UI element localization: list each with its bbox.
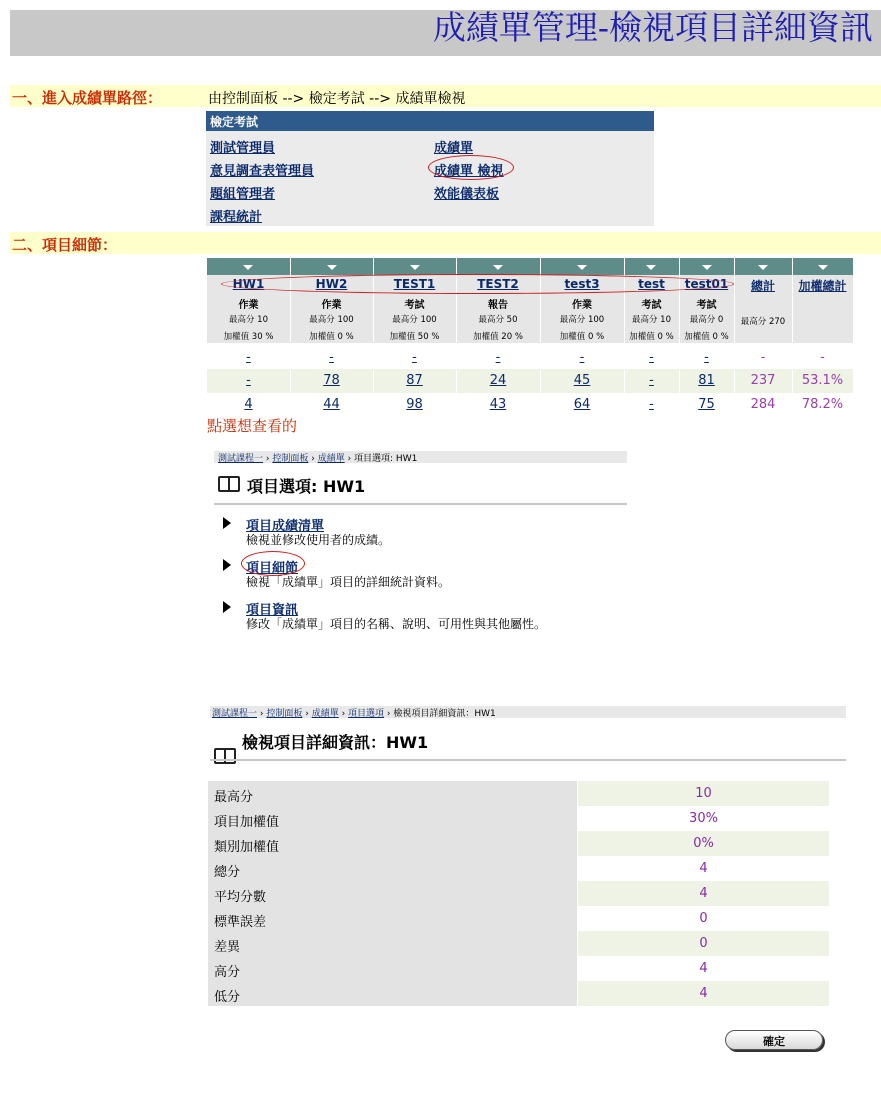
breadcrumb-control-panel[interactable]: 控制面板 bbox=[266, 709, 303, 719]
grade-cell[interactable]: 64 bbox=[573, 397, 591, 412]
detail-label: 項目加權值 bbox=[208, 806, 577, 831]
grade-cell: 53.1% bbox=[801, 373, 844, 388]
column-type: 考試 bbox=[404, 300, 425, 311]
column-type: 考試 bbox=[696, 300, 717, 311]
detail-row bbox=[208, 856, 829, 881]
detail-row bbox=[208, 806, 829, 831]
column-max: 最高分 10 bbox=[631, 315, 672, 325]
column-type: 報告 bbox=[488, 300, 508, 311]
option-item-info[interactable]: 項目資訊 bbox=[246, 603, 299, 618]
grade-cell[interactable]: - bbox=[579, 350, 585, 365]
highlight-circle-columns bbox=[221, 274, 734, 294]
breadcrumb-gradebook[interactable]: 成績單 bbox=[317, 454, 345, 464]
link-gradebook-view[interactable]: 成績單 檢視 bbox=[434, 164, 504, 179]
grade-cell[interactable]: 78 bbox=[323, 373, 340, 388]
detail-label: 總分 bbox=[208, 856, 577, 881]
option-desc: 檢視「成績單」項目的詳細統計資料。 bbox=[246, 575, 451, 589]
column-weight: 加權值 0 % bbox=[309, 332, 354, 342]
breadcrumb-item-options[interactable]: 項目選項 bbox=[348, 709, 385, 719]
breadcrumb: 測試課程一 › 控制面板 › 成績單 › 項目選項: HW1 bbox=[218, 454, 418, 464]
sort-arrow-icon[interactable] bbox=[327, 265, 337, 270]
grade-cell[interactable]: 44 bbox=[323, 397, 340, 412]
link-pool-manager[interactable]: 題組管理者 bbox=[210, 187, 276, 202]
column-weight: 加權值 20 % bbox=[473, 332, 523, 342]
divider bbox=[210, 759, 846, 761]
detail-label: 最高分 bbox=[208, 781, 577, 806]
column-header-hw2[interactable]: HW2 bbox=[315, 277, 348, 291]
column-max: 最高分 100 bbox=[309, 315, 354, 325]
option-desc: 修改「成績單」項目的名稱、說明、可用性與其他屬性。 bbox=[246, 617, 547, 631]
ok-button[interactable]: 確定 bbox=[725, 1030, 823, 1050]
sort-arrow-icon[interactable] bbox=[646, 265, 656, 270]
item-detail-title: 檢視項目詳細資訊：HW1 bbox=[242, 733, 429, 752]
column-header-test3[interactable]: test3 bbox=[564, 277, 600, 291]
detail-row bbox=[208, 981, 829, 1006]
column-header-weighted-total[interactable]: 加權總計 bbox=[798, 279, 847, 293]
detail-row bbox=[208, 781, 829, 806]
detail-label: 差異 bbox=[208, 931, 577, 956]
column-weight: 加權值 0 % bbox=[559, 332, 605, 342]
column-max: 最高分 100 bbox=[559, 315, 605, 325]
detail-row bbox=[208, 956, 829, 981]
sort-arrow-icon[interactable] bbox=[243, 265, 253, 270]
grade-cell[interactable]: 45 bbox=[573, 373, 591, 388]
detail-row bbox=[208, 906, 829, 931]
sort-arrow-icon[interactable] bbox=[818, 265, 828, 270]
hint-note: 點選想查看的 bbox=[207, 417, 298, 435]
grade-cell[interactable]: - bbox=[649, 350, 654, 365]
detail-label: 低分 bbox=[208, 981, 577, 1006]
column-header-test[interactable]: test bbox=[638, 277, 665, 291]
column-max: 最高分 270 bbox=[740, 317, 786, 327]
detail-row bbox=[208, 881, 829, 906]
grade-cell[interactable]: - bbox=[329, 350, 334, 365]
column-weight: 加權值 30 % bbox=[223, 332, 274, 342]
grade-cell: - bbox=[820, 350, 825, 365]
grade-cell[interactable]: 24 bbox=[489, 373, 507, 388]
column-max: 最高分 100 bbox=[392, 315, 437, 325]
detail-row bbox=[208, 831, 829, 856]
grade-cell[interactable]: 87 bbox=[406, 373, 423, 388]
book-icon bbox=[214, 748, 236, 764]
detail-row bbox=[208, 931, 829, 956]
detail-value: 0% bbox=[578, 831, 829, 856]
item-options-title: 項目選項: HW1 bbox=[247, 477, 366, 496]
detail-value: 4 bbox=[578, 881, 829, 906]
breadcrumb-gradebook[interactable]: 成績單 bbox=[311, 709, 339, 719]
detail-label: 類別加權值 bbox=[208, 831, 577, 856]
grade-cell[interactable]: 4 bbox=[244, 397, 253, 412]
detail-value: 30% bbox=[578, 806, 829, 831]
grade-cell[interactable]: - bbox=[649, 373, 654, 388]
detail-label: 高分 bbox=[208, 956, 577, 981]
column-max: 最高分 0 bbox=[689, 315, 724, 325]
detail-value: 0 bbox=[578, 931, 829, 956]
page-title: 成績單管理-檢視項目詳細資訊 bbox=[432, 8, 873, 47]
column-header-test1[interactable]: TEST1 bbox=[393, 277, 436, 291]
column-max: 最高分 50 bbox=[478, 315, 518, 325]
detail-value: 10 bbox=[578, 781, 829, 806]
detail-value: 4 bbox=[578, 856, 829, 881]
column-type: 作業 bbox=[572, 300, 592, 311]
bullet-arrow-icon bbox=[223, 559, 231, 571]
grade-cell[interactable]: - bbox=[649, 397, 654, 412]
control-panel-header bbox=[206, 111, 654, 131]
grade-cell[interactable]: - bbox=[495, 350, 501, 365]
column-header-test2[interactable]: TEST2 bbox=[477, 277, 519, 291]
highlight-circle-item-details bbox=[241, 551, 305, 576]
bullet-arrow-icon bbox=[223, 601, 231, 613]
grade-cell[interactable]: - bbox=[246, 350, 251, 365]
column-header-test01[interactable]: test01 bbox=[684, 277, 729, 291]
detail-value: 4 bbox=[578, 981, 829, 1006]
column-header-hw1[interactable]: HW1 bbox=[232, 277, 265, 291]
highlight-circle-gradebook-view bbox=[428, 155, 514, 180]
column-weight: 加權值 0 % bbox=[684, 332, 729, 342]
gradebook-header-bar bbox=[207, 258, 853, 275]
book-icon bbox=[218, 476, 240, 492]
grade-cell[interactable]: 43 bbox=[489, 397, 507, 412]
grade-cell: 284 bbox=[750, 397, 776, 412]
option-item-details[interactable]: 項目細節 bbox=[246, 561, 299, 576]
link-test-manager[interactable]: 測試管理員 bbox=[210, 141, 276, 156]
link-gradebook[interactable]: 成績單 bbox=[434, 141, 474, 156]
grade-cell[interactable]: 81 bbox=[698, 373, 715, 388]
sort-arrow-icon[interactable] bbox=[758, 265, 768, 270]
detail-value: 4 bbox=[578, 956, 829, 981]
column-type: 作業 bbox=[321, 300, 342, 311]
grade-cell: 78.2% bbox=[801, 397, 844, 412]
navigation-path: 由控制面板 --> 檢定考試 --> 成績單檢視 bbox=[208, 91, 466, 107]
detail-value: 0 bbox=[578, 906, 829, 931]
section2-label: 二、項目細節： bbox=[12, 236, 118, 254]
section1-label: 一、進入成績單路徑： bbox=[12, 89, 163, 107]
column-weight: 加權值 50 % bbox=[389, 332, 440, 342]
sort-arrow-icon[interactable] bbox=[410, 265, 420, 270]
column-weight: 加權值 0 % bbox=[629, 332, 674, 342]
sort-arrow-icon[interactable] bbox=[702, 265, 712, 270]
grade-cell: - bbox=[760, 350, 766, 365]
sort-arrow-icon[interactable] bbox=[493, 265, 503, 270]
breadcrumb-current: 項目選項: HW1 bbox=[354, 454, 418, 464]
link-course-stats[interactable]: 課程統計 bbox=[210, 210, 263, 225]
column-type: 作業 bbox=[238, 300, 259, 311]
divider bbox=[214, 503, 627, 505]
option-desc: 檢視並修改使用者的成績。 bbox=[246, 533, 391, 547]
grade-cell[interactable]: 98 bbox=[406, 397, 423, 412]
grade-cell: 237 bbox=[750, 373, 776, 388]
link-survey-manager[interactable]: 意見調查表管理員 bbox=[210, 164, 315, 179]
grade-cell[interactable]: - bbox=[412, 350, 417, 365]
control-panel-header-text: 檢定考試 bbox=[210, 115, 259, 129]
breadcrumb-control-panel[interactable]: 控制面板 bbox=[272, 454, 309, 464]
breadcrumb-course[interactable]: 測試課程一 bbox=[218, 454, 264, 464]
breadcrumb-course[interactable]: 測試課程一 bbox=[212, 709, 258, 719]
grade-cell[interactable]: - bbox=[246, 373, 251, 388]
detail-label: 平均分數 bbox=[208, 881, 577, 906]
grade-cell[interactable]: 75 bbox=[698, 397, 715, 412]
column-max: 最高分 10 bbox=[228, 315, 269, 325]
column-type: 考試 bbox=[641, 300, 662, 311]
section2-strip bbox=[10, 232, 881, 254]
breadcrumb-current: 檢視項目詳細資訊：HW1 bbox=[393, 709, 496, 719]
column-header-total[interactable]: 總計 bbox=[750, 279, 775, 293]
sort-arrow-icon[interactable] bbox=[577, 265, 587, 270]
detail-label: 標準誤差 bbox=[208, 906, 577, 931]
option-item-grade-list[interactable]: 項目成績清單 bbox=[246, 519, 325, 534]
bullet-arrow-icon bbox=[223, 517, 231, 529]
breadcrumb: 測試課程一 › 控制面板 › 成績單 › 項目選項 › 檢視項目詳細資訊：HW1 bbox=[212, 709, 496, 719]
link-performance-dashboard[interactable]: 效能儀表板 bbox=[434, 187, 500, 202]
grade-cell[interactable]: - bbox=[704, 350, 709, 365]
